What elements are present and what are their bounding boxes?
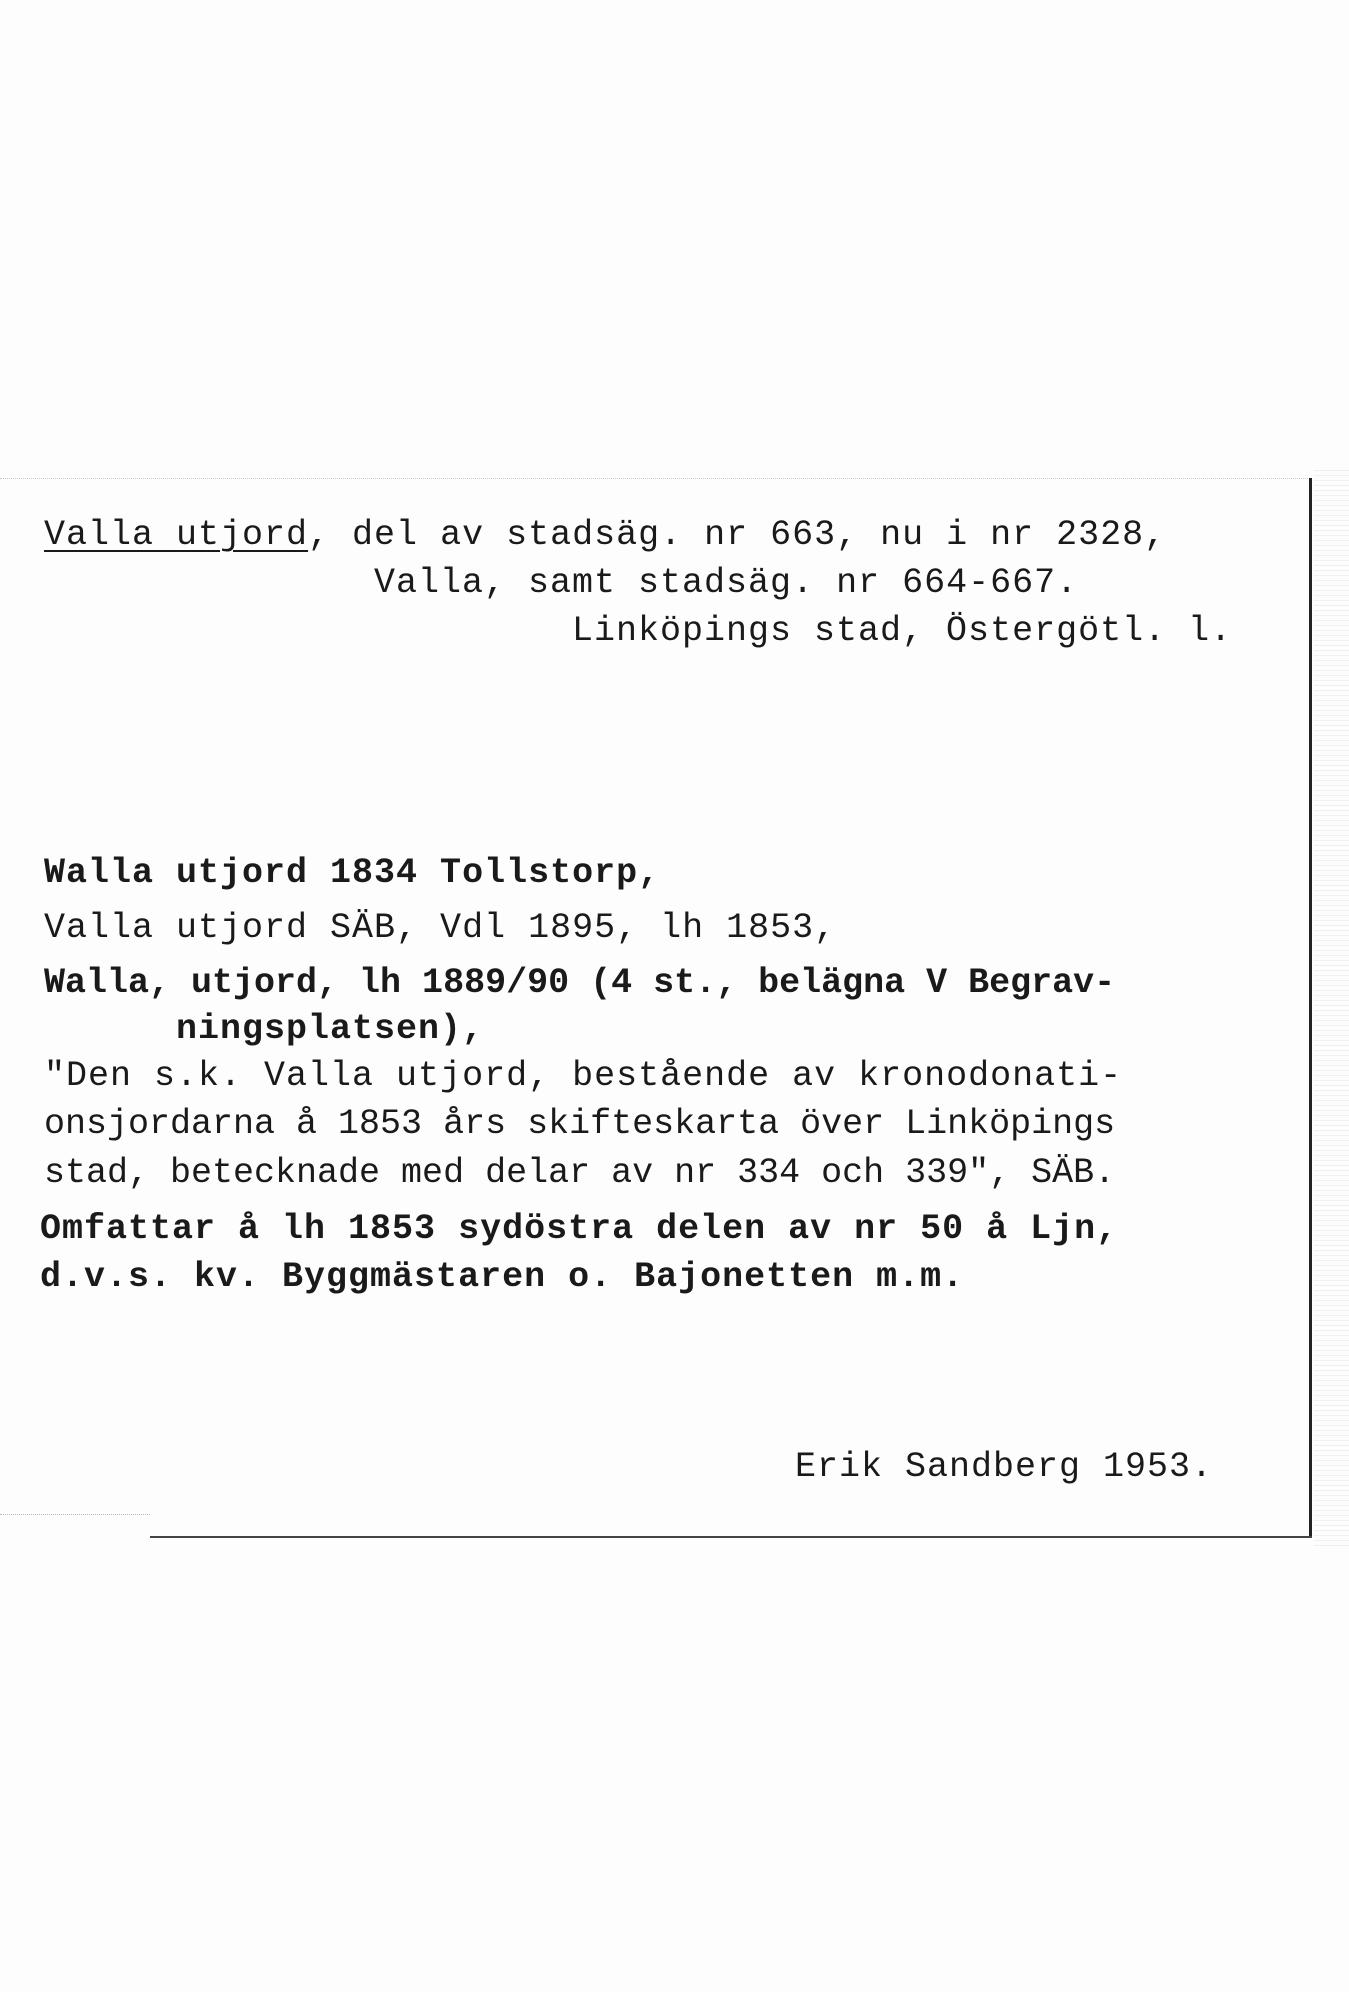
entry-line-7: stad, betecknade med delar av nr 334 och 339", SÄB. — [44, 1153, 1116, 1193]
card-heading-line-3: Linköpings stad, Östergötl. l. — [572, 611, 1233, 651]
signature: Erik Sandberg 1953. — [795, 1447, 1214, 1487]
card-bottom-edge — [150, 1536, 1312, 1538]
entry-line-8: Omfattar å lh 1853 sydöstra delen av nr 50 å Ljn, — [40, 1209, 1119, 1249]
scan-margin-texture — [1314, 470, 1349, 1550]
entry-line-4: ningsplatsen), — [176, 1009, 485, 1049]
card-heading-title: Valla utjord — [44, 515, 309, 555]
entry-line-1: Walla utjord 1834 Tollstorp, — [44, 853, 661, 893]
card-bottom-edge-left — [0, 1514, 150, 1515]
card-heading-rest: , del av stadsäg. nr 663, nu i nr 2328, — [308, 515, 1167, 555]
card-top-edge — [0, 478, 1312, 479]
entry-line-5: "Den s.k. Valla utjord, bestående av kronodonati- — [44, 1056, 1123, 1096]
entry-line-3: Walla, utjord, lh 1889/90 (4 st., belägna V Begrav- — [44, 963, 1116, 1003]
card-right-edge — [1309, 478, 1312, 1538]
entry-line-9: d.v.s. kv. Byggmästaren o. Bajonetten m.m. — [40, 1257, 965, 1297]
card-heading-line-2: Valla, samt stadsäg. nr 664-667. — [374, 563, 1079, 603]
entry-line-2: Valla utjord SÄB, Vdl 1895, lh 1853, — [44, 908, 837, 948]
entry-line-6: onsjordarna å 1853 års skifteskarta över Linköpings — [44, 1104, 1116, 1144]
card-heading-line-1 — [44, 514, 1166, 556]
